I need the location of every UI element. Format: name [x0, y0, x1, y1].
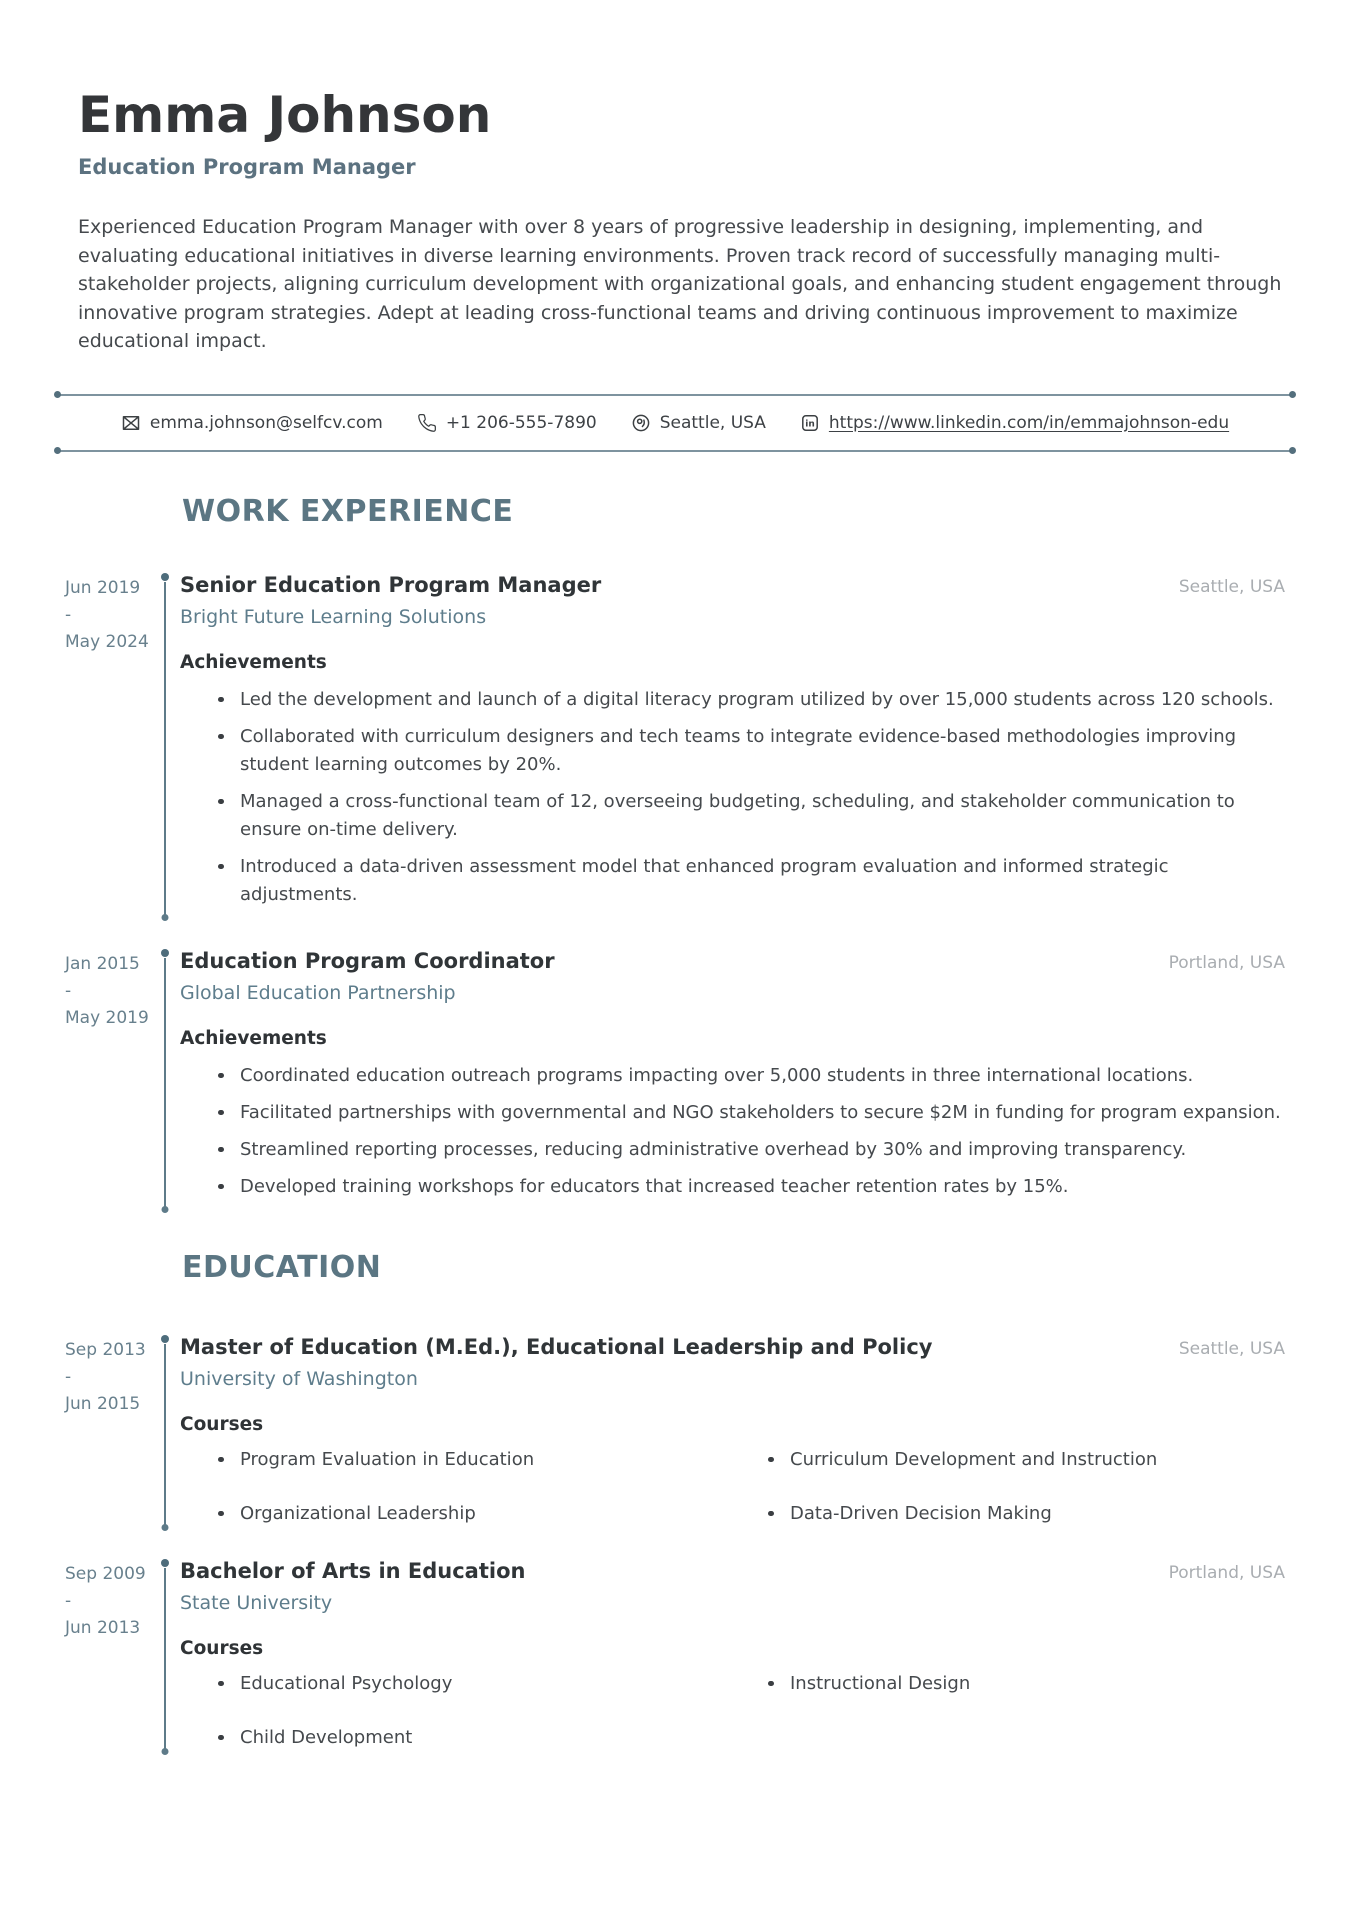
contact-location [631, 413, 766, 433]
timeline-dot-top [161, 573, 169, 581]
divider-dot-right [1289, 447, 1296, 454]
achievement-item: Developed training workshops for educators that increased teacher retention rates by 15%. [240, 1173, 1285, 1201]
timeline [150, 1558, 180, 1752]
achievements-label: Achievements [180, 651, 327, 673]
person-name: Emma Johnson [78, 86, 492, 144]
timeline-dot-bottom [162, 1748, 169, 1755]
entry-title-row [180, 1334, 1285, 1360]
entry-content [180, 1558, 1285, 1752]
company-name: Global Education Partnership [180, 981, 456, 1004]
degree-title: Bachelor of Arts in Education [180, 1558, 526, 1583]
email-text: emma.johnson@selfcv.com [149, 412, 383, 433]
course-item: Program Evaluation in Education [240, 1446, 790, 1474]
courses-label: Courses [180, 1637, 264, 1659]
masthead [78, 88, 1290, 356]
achievement-item: Led the development and launch of a digital literacy program utilized by over 15,000 students across 120 schools. [240, 686, 1285, 714]
course-item: Child Development [240, 1724, 790, 1752]
profile-summary: Experienced Education Program Manager with over 8 years of progressive leadership in designing, implementing, and evaluating educational initiatives in diverse learning environments. Proven track record of successfully managing multi-stakeholder projects, aligning curriculum development with organizational goals, and enhancing student engagement through innovative program strategies. Adept at leading cross-functional teams and driving continuous improvement to maximize educational impact. [78, 216, 1282, 352]
achievement-item: Introduced a data-driven assessment model that enhanced program evaluation and informed strategic adjustments. [240, 853, 1285, 909]
achievement-list [180, 686, 1285, 909]
phone-text: +1 206-555-7890 [445, 412, 597, 433]
achievement-item: Facilitated partnerships with governmental and NGO stakeholders to secure $2M in funding for program expansion. [240, 1099, 1285, 1127]
section-education [55, 1250, 1295, 1752]
date-separator: - [65, 604, 72, 625]
achievement-item: Collaborated with curriculum designers and tech teams to integrate evidence-based methodologies improving student learning outcomes by 20%. [240, 723, 1285, 779]
entry-dates [65, 948, 150, 1210]
entry-content [180, 572, 1285, 918]
course-item: Organizational Leadership [240, 1500, 790, 1528]
job-title: Education Program Coordinator [180, 948, 555, 973]
education-section-title: EDUCATION [182, 1249, 382, 1285]
education-entry [65, 1558, 1285, 1752]
entry-dates [65, 1558, 150, 1752]
course-item: Curriculum Development and Instruction [790, 1446, 1285, 1474]
date-end: May 2024 [65, 631, 149, 652]
school-name: State University [180, 1591, 333, 1614]
school-name: University of Washington [180, 1367, 418, 1390]
course-item: Instructional Design [790, 1670, 1285, 1698]
date-end: May 2019 [65, 1007, 149, 1028]
date-separator: - [65, 980, 72, 1001]
timeline-dot-top [161, 1335, 169, 1343]
work-entry [65, 572, 1285, 918]
contact-email [121, 413, 383, 433]
achievement-item: Managed a cross-functional team of 12, overseeing budgeting, scheduling, and stakeholder communication to ensure on-time delivery. [240, 788, 1285, 844]
timeline-dot-bottom [162, 1524, 169, 1531]
divider-dot-right [1289, 391, 1296, 398]
entry-content [180, 1334, 1285, 1528]
job-location: Portland, USA [1168, 952, 1285, 973]
date-end: Jun 2013 [65, 1617, 141, 1638]
entry-dates [65, 572, 150, 918]
globe-location-icon [631, 413, 651, 433]
work-section-title: WORK EXPERIENCE [182, 493, 514, 529]
date-separator: - [65, 1366, 72, 1387]
course-item: Data-Driven Decision Making [790, 1500, 1285, 1528]
entry-dates [65, 1334, 150, 1528]
timeline [150, 1334, 180, 1528]
degree-title: Master of Education (M.Ed.), Educational Leadership and Policy [180, 1334, 933, 1359]
entry-title-row [180, 1558, 1285, 1584]
contact-phone [417, 413, 597, 433]
education-entry [65, 1334, 1285, 1528]
entry-title-row [180, 572, 1285, 598]
date-start: Sep 2009 [65, 1563, 146, 1584]
timeline [150, 572, 180, 918]
company-name: Bright Future Learning Solutions [180, 605, 487, 628]
date-separator: - [65, 1590, 72, 1611]
section-work-experience [55, 494, 1295, 1210]
achievement-list [180, 1062, 1285, 1201]
divider-dot-left [54, 447, 61, 454]
courses-label: Courses [180, 1413, 264, 1435]
date-start: Jan 2015 [65, 953, 140, 974]
course-list [180, 1446, 1285, 1528]
course-list [180, 1670, 1285, 1752]
date-start: Sep 2013 [65, 1339, 146, 1360]
timeline-dot-bottom [162, 914, 169, 921]
divider-dot-left [54, 391, 61, 398]
timeline-dot-top [161, 1559, 169, 1567]
achievement-item: Coordinated education outreach programs impacting over 5,000 students in three international locations. [240, 1062, 1285, 1090]
linkedin-icon [800, 413, 820, 433]
timeline-dot-top [161, 949, 169, 957]
achievements-label: Achievements [180, 1027, 327, 1049]
timeline-dot-bottom [162, 1206, 169, 1213]
contact-row [55, 396, 1295, 450]
entry-content [180, 948, 1285, 1210]
timeline [150, 948, 180, 1210]
location-text: Seattle, USA [659, 412, 766, 433]
svg-text:in: in [805, 418, 815, 429]
divider-top [55, 394, 1295, 396]
date-end: Jun 2015 [65, 1393, 141, 1414]
envelope-icon [121, 413, 141, 433]
job-location: Seattle, USA [1178, 576, 1285, 597]
person-job-headline: Education Program Manager [78, 155, 416, 179]
linkedin-link[interactable]: https://www.linkedin.com/in/emmajohnson-edu [828, 412, 1230, 433]
work-entry [65, 948, 1285, 1210]
phone-icon [417, 413, 437, 433]
achievement-item: Streamlined reporting processes, reducing administrative overhead by 30% and improving transparency. [240, 1136, 1285, 1164]
contact-linkedin [800, 413, 1229, 433]
job-title: Senior Education Program Manager [180, 572, 602, 597]
divider-bottom [55, 450, 1295, 452]
entry-title-row [180, 948, 1285, 974]
date-start: Jun 2019 [65, 577, 141, 598]
school-location: Seattle, USA [1178, 1338, 1285, 1359]
school-location: Portland, USA [1168, 1562, 1285, 1583]
course-item: Educational Psychology [240, 1670, 790, 1698]
